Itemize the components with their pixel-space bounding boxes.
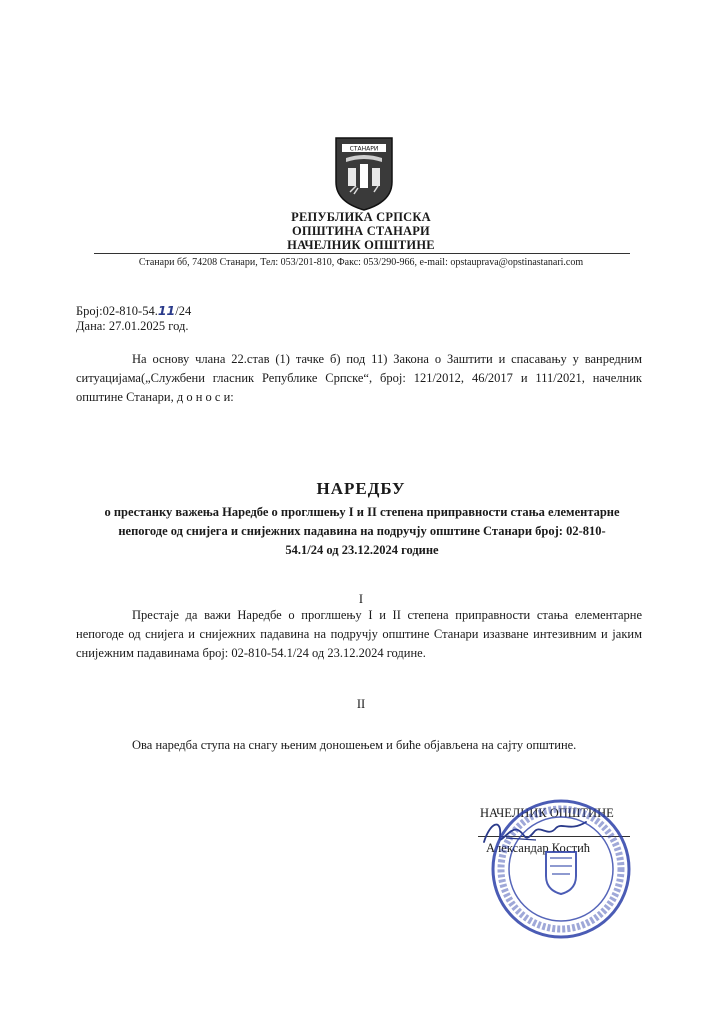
letterhead-republic: РЕПУБЛИКА СРПСКА (291, 210, 431, 224)
document-subtitle: о престанку важења Наредбе о проглшењу I и II степена приправности стања елементарне непогоде од снијега и снијежних падавина на подручју општине Станари број: 02-810-54.1/24 од 23.12.2024 године (104, 505, 620, 557)
letterhead-divider (94, 253, 630, 254)
reference-number (76, 303, 191, 319)
letterhead-municipality: ОПШТИНА СТАНАРИ (292, 224, 430, 238)
letterhead-contact: Станари бб, 74208 Станари, Тел: 053/201-810, Факс: 053/290-966, e-mail: opstauprava@opstinastanari.com (138, 257, 584, 268)
letterhead-office: НАЧЕЛНИК ОПШТИНЕ (287, 238, 435, 252)
section-text: Ова наредба ступа на снагу њеним доношењем и биће објављена на сајту општине. (132, 738, 577, 752)
document-title: НАРЕДБУ (316, 479, 406, 498)
signature-name: Александар Костић (486, 841, 591, 855)
reference-number-suffix: /24 (175, 304, 192, 318)
intro-paragraph: На основу члана 22.став (1) тачке б) под 11) Закона о Заштити и спасавању у ванредним ситуацијама(„Службени гласник Републике Српске“, број: 121/2012, 46/2017 и 111/2021, начелник општине Станари, д о н о с и: (76, 352, 642, 404)
section-numeral: I (358, 592, 364, 606)
municipality-crest-logo (334, 136, 394, 212)
signature-title: НАЧЕЛНИК ОПШТИНЕ (480, 806, 614, 820)
reference-number-handwritten: 11 (157, 303, 176, 318)
section-numeral: II (356, 697, 366, 711)
reference-number-prefix: Број:02-810-54. (76, 304, 158, 318)
reference-date: Дана: 27.01.2025 год. (76, 319, 189, 333)
crest-label: СТАНАРИ (349, 145, 379, 153)
section-text: Престаје да важи Наредбе о проглшењу I и II степена приправности стања елементарне непогоде од снијега и снијежних падавина на подручју општине Станари изазване интезивним и јаким снијежним падавинама број: 02-810-54.1/24 од 23.12.2024 године. (76, 608, 642, 660)
official-stamp (486, 794, 636, 944)
